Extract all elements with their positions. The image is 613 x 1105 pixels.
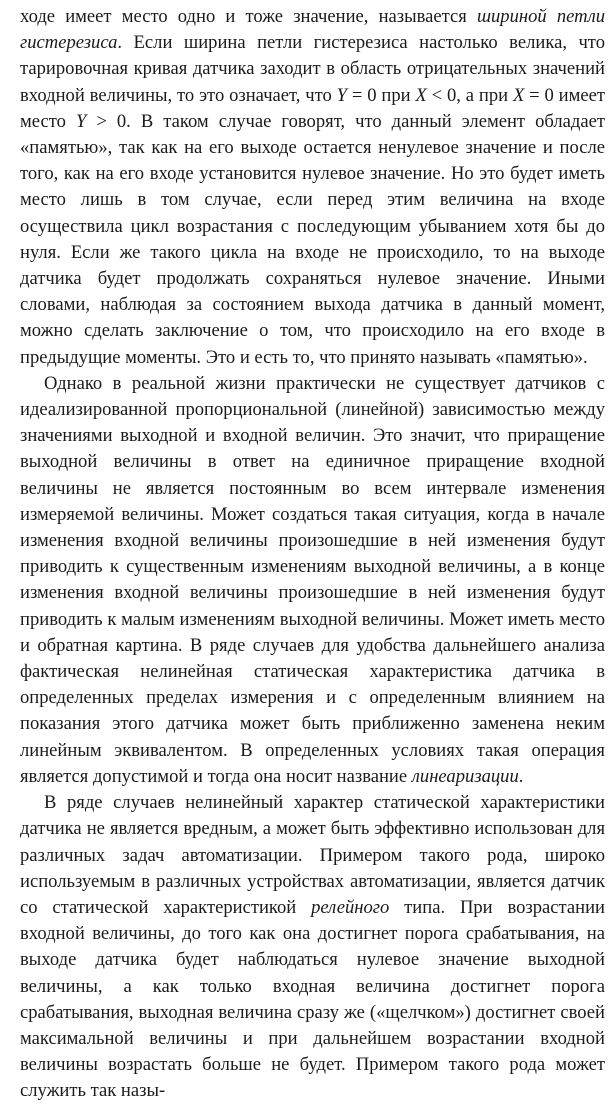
paragraph-2 — [20, 371, 605, 790]
italic-term: линеаризации — [411, 765, 519, 787]
text-run: > 0. В таком случае говорят, что данный элемент обладает «памятью», так как на его выходе остается ненулевое значение и после того, как на его входе установится нулевое значение. Но это будет иметь место лишь в том случае, если перед этим величина на входе осуществила цикл возрастания с последующим убыванием хотя бы до нуля. Если же такого цикла на входе не происходило, то на выходе датчика будет продолжать сохраняться нулевое значение. Иными словами, наблюдая за состоянием выхода датчика в данный момент, можно сделать заключение о том, что происходило на его входе в предыдущие моменты. Это и есть то, что принято называть «памятью». — [20, 110, 605, 368]
italic-term: релейного — [311, 896, 390, 918]
text-run: типа. При возрастании входной величины, до того как она достигнет порога срабатывания, на выходе датчика будет наблюдаться нулевое значение выходной величины, а как только входная величина достигнет порога срабатывания, выходная величина сразу же («щелчком») достигнет своей максимальной величины и при дальнейшем возрастании входной величины возрастать больше не будет. Примером такого рода может служить так назы- — [20, 896, 605, 1102]
paragraph-1 — [20, 4, 605, 371]
italic-term: шириной петли гистерезиса — [20, 6, 606, 54]
text-run: . Если ширина петли гистерезиса настолько велика, что тарировочная кривая датчика заходит в область отрицательных значений входной величины, то это означает, что — [20, 32, 605, 106]
text-run: В ряде случаев нелинейный характер статической характеристики датчика не является вредным, а может быть эффективно использован для различных задач автоматизации. Примером такого рода, широко используемым в различных устройствах автоматизации, является датчик со статической характеристикой — [20, 792, 605, 918]
text-run: ходе имеет место одно и тоже значение, называется — [20, 6, 477, 27]
text-run: < 0, а при — [426, 84, 513, 106]
italic-term: X — [415, 84, 427, 106]
text-run: = 0 при — [347, 84, 416, 106]
text-run: = 0 имеет место — [20, 84, 606, 132]
text-run: . — [518, 765, 524, 787]
italic-term: Y — [75, 110, 87, 132]
paragraph-3 — [20, 790, 605, 1104]
text-run: Однако в реальной жизни практически не существует датчиков с идеализированной пропорциональной (линейной) зависимостью между значениями выходной и входной величин. Это значит, что приращение выходной величины в ответ на единичное приращение входной величины не является постоянным во всем интервале изменения измеряемой величины. Может создаться такая ситуация, когда в начале изменения входной величины произошедшие в ней изменения будут приводить к существенным изменениям выходной величины, а в конце изменения входной величины произошедшие в ней изменения будут приводить к малым изменениям выходной величины. Может иметь место и обратная картина. В ряде случаев для удобства дальнейшего анализа фактическая нелинейная статическая характеристика датчика в определенных пределах измерения и с определенным влиянием на показания этого датчика может быть приближенно заменена неким линейным эквивалентом. В определенных условиях такая операция является допустимой и тогда она носит название — [20, 372, 605, 787]
italic-term: Y — [336, 84, 348, 106]
italic-term: X — [512, 84, 525, 106]
